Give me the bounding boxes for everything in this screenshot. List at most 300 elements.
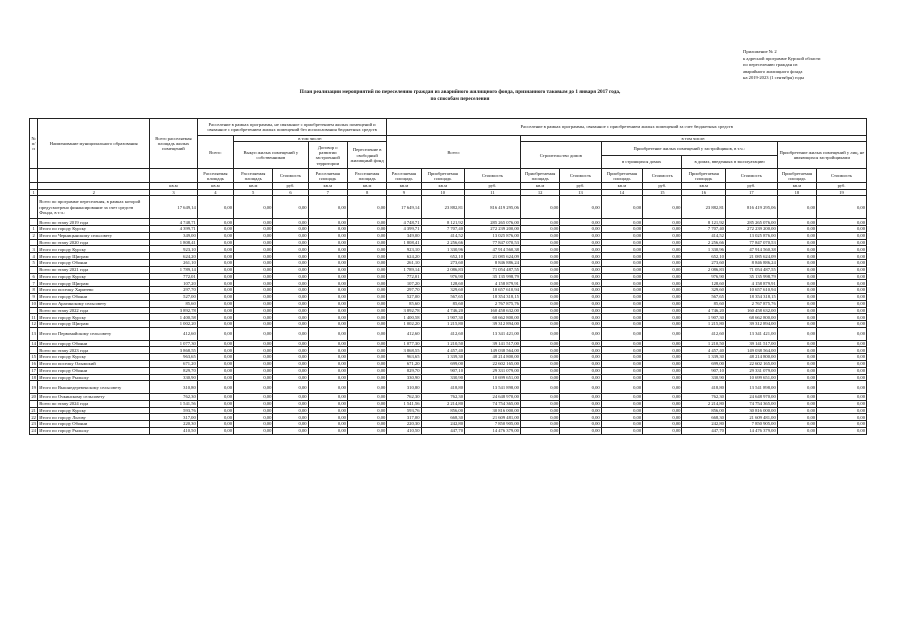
value-cell: 593,76 <box>150 407 198 414</box>
value-cell: 330,90 <box>387 374 421 381</box>
value-cell: 0,00 <box>601 347 642 354</box>
value-cell: 0,00 <box>308 354 347 361</box>
value-cell: 0,00 <box>273 321 308 328</box>
value-cell: 0,00 <box>643 219 682 226</box>
value-cell: 0,00 <box>817 400 867 407</box>
value-cell: 220,30 <box>150 421 198 428</box>
value-cell: 0,00 <box>273 340 308 347</box>
value-cell: 0,00 <box>308 239 347 246</box>
col-header-dev-agreement: Договор о развитии застроенной территории <box>308 142 347 169</box>
value-cell: 2 767 875,76 <box>465 300 521 307</box>
value-cell: 0,00 <box>197 360 233 367</box>
row-number <box>30 239 38 246</box>
value-cell: 0,00 <box>643 287 682 294</box>
value-cell: 0,00 <box>197 354 233 361</box>
value-cell: 0,00 <box>234 367 273 374</box>
value-cell: 0,00 <box>347 321 386 328</box>
value-cell: 4 748,71 <box>150 219 198 226</box>
value-cell: 22 602 165,00 <box>465 360 521 367</box>
unit-cell: руб. <box>817 183 867 189</box>
row-number: 7 <box>30 280 38 287</box>
value-cell: 0,00 <box>601 307 642 314</box>
municipality-name: Итого по Очкинскому сельсовету <box>38 393 150 400</box>
value-cell: 1 339,30 <box>421 354 465 361</box>
value-cell: 0,00 <box>520 381 559 394</box>
value-cell: 329,60 <box>421 287 465 294</box>
row-number: 4 <box>30 253 38 260</box>
value-cell: 13 025 876,00 <box>465 232 521 239</box>
value-cell: 0,00 <box>273 196 308 219</box>
value-cell: 699,00 <box>421 360 465 367</box>
table-row <box>30 321 867 328</box>
header-line: на 2019-2023 (1 сентября) годы <box>743 75 805 81</box>
value-cell: 0,00 <box>273 400 308 407</box>
value-cell: 0,00 <box>520 400 559 407</box>
value-cell: 2 086,83 <box>682 266 726 273</box>
unit-cell: руб. <box>725 183 777 189</box>
value-cell: 1 541,56 <box>150 400 198 407</box>
municipality-name: Итого по городу Курску <box>38 354 150 361</box>
table-row <box>30 307 867 314</box>
value-cell: 0,00 <box>234 347 273 354</box>
table-row <box>30 314 867 321</box>
value-cell: 242,80 <box>421 421 465 428</box>
value-cell: 10 657 610,94 <box>465 287 521 294</box>
unit-cell: кв.м <box>150 183 198 189</box>
value-cell: 0,00 <box>777 300 816 307</box>
value-cell: 816 419 295,06 <box>725 196 777 219</box>
value-cell: 0,00 <box>643 226 682 233</box>
column-number: 9 <box>387 189 421 195</box>
value-cell: 567,65 <box>421 293 465 300</box>
value-cell: 668,30 <box>421 414 465 421</box>
value-cell: 0,00 <box>643 347 682 354</box>
value-cell: 0,00 <box>273 354 308 361</box>
value-cell: 0,00 <box>308 427 347 434</box>
value-cell: 0,00 <box>308 287 347 294</box>
unit-cell: руб. <box>465 183 521 189</box>
value-cell: 447,70 <box>682 427 726 434</box>
value-cell: 0,00 <box>777 347 816 354</box>
row-number: 16 <box>31 361 36 367</box>
value-cell: 107,20 <box>387 280 421 287</box>
value-cell: 0,00 <box>197 287 233 294</box>
value-cell: 0,00 <box>601 253 642 260</box>
value-cell: 30 816 000,00 <box>725 407 777 414</box>
value-cell: 0,00 <box>601 367 642 374</box>
value-cell: 0,00 <box>777 253 816 260</box>
value-cell: 0,00 <box>520 321 559 328</box>
value-cell: 285 265 076,00 <box>465 219 521 226</box>
value-cell: 0,00 <box>777 374 816 381</box>
col-header-area-acq: Приобретаемая площадь <box>520 169 559 183</box>
value-cell: 0,00 <box>347 260 386 267</box>
value-cell: 0,00 <box>643 314 682 321</box>
value-cell: 0,00 <box>601 414 642 421</box>
table-row <box>30 327 867 340</box>
value-cell: 0,00 <box>560 300 601 307</box>
value-cell: 0,00 <box>777 427 816 434</box>
value-cell: 856,00 <box>682 407 726 414</box>
value-cell: 18 354 318,15 <box>725 293 777 300</box>
value-cell: 13 025 876,00 <box>725 232 777 239</box>
value-cell: 0,00 <box>643 246 682 253</box>
value-cell: 0,00 <box>560 293 601 300</box>
value-cell: 0,00 <box>777 219 816 226</box>
value-cell: 0,00 <box>308 226 347 233</box>
value-cell: 0,00 <box>197 260 233 267</box>
value-cell: 0,00 <box>308 260 347 267</box>
value-cell: 418,80 <box>421 381 465 394</box>
value-cell: 0,00 <box>560 421 601 428</box>
value-cell: 0,00 <box>777 354 816 361</box>
value-cell: 0,00 <box>234 287 273 294</box>
column-number: 4 <box>197 189 233 195</box>
value-cell: 0,00 <box>520 354 559 361</box>
value-cell: 1 002,20 <box>150 321 198 328</box>
value-cell: 107,20 <box>150 280 198 287</box>
col-header-cost: Стоимость <box>725 169 777 183</box>
value-cell: 0,00 <box>560 280 601 287</box>
header-line: по переселению граждан из <box>743 62 798 68</box>
value-cell: 0,00 <box>601 393 642 400</box>
column-number: 12 <box>520 189 559 195</box>
value-cell: 0,00 <box>560 360 601 367</box>
column-number: 7 <box>308 189 347 195</box>
col-header-incl-a: в том числе: <box>234 136 387 142</box>
value-cell: 3 892,78 <box>387 307 421 314</box>
value-cell: 0,00 <box>273 266 308 273</box>
value-cell: 0,00 <box>601 293 642 300</box>
value-cell: 0,00 <box>273 260 308 267</box>
value-cell: 0,00 <box>197 381 233 394</box>
resettlement-table <box>29 118 867 435</box>
value-cell: 0,00 <box>347 414 386 421</box>
value-cell: 0,00 <box>601 421 642 428</box>
col-header-cost: Стоимость <box>560 169 601 183</box>
value-cell: 0,00 <box>273 314 308 321</box>
municipality-name: Итого по городу Рыльску <box>38 427 150 434</box>
value-cell: 39 312 894,00 <box>725 321 777 328</box>
value-cell: 0,00 <box>273 381 308 394</box>
value-cell: 4 399,71 <box>387 226 421 233</box>
value-cell: 0,00 <box>643 414 682 421</box>
col-header-cost: Стоимость <box>643 169 682 183</box>
value-cell: 0,00 <box>520 280 559 287</box>
value-cell: 0,00 <box>560 260 601 267</box>
value-cell: 0,00 <box>347 246 386 253</box>
value-cell: 0,00 <box>817 327 867 340</box>
value-cell: 85,60 <box>682 300 726 307</box>
value-cell: 0,00 <box>777 287 816 294</box>
row-number: 22 <box>31 414 36 420</box>
row-number: 6 <box>30 273 38 280</box>
municipality-name: Всего по этапу 2019 года <box>38 219 150 226</box>
value-cell: 0,00 <box>197 327 233 340</box>
value-cell: 0,00 <box>197 414 233 421</box>
column-number: 14 <box>601 189 642 195</box>
value-cell: 10 699 651,00 <box>465 374 521 381</box>
municipality-name: Итого по городу Щиграм <box>38 253 150 260</box>
value-cell: 0,00 <box>234 314 273 321</box>
value-cell: 0,00 <box>643 400 682 407</box>
value-cell: 0,00 <box>347 226 386 233</box>
value-cell: 0,00 <box>601 360 642 367</box>
value-cell: 0,00 <box>520 232 559 239</box>
value-cell: 160 458 632,00 <box>465 307 521 314</box>
value-cell: 0,00 <box>643 307 682 314</box>
value-cell: 0,00 <box>197 239 233 246</box>
value-cell: 0,00 <box>601 287 642 294</box>
value-cell: 7 850 905,00 <box>725 421 777 428</box>
value-cell: 414,52 <box>682 232 726 239</box>
value-cell: 0,00 <box>308 340 347 347</box>
value-cell: 0,00 <box>817 414 867 421</box>
municipality-name: Всего по этапу 2022 года <box>38 307 150 314</box>
table-row <box>30 219 867 226</box>
value-cell: 0,00 <box>234 196 273 219</box>
value-cell: 0,00 <box>347 219 386 226</box>
table-row <box>30 239 867 246</box>
value-cell: 0,00 <box>560 266 601 273</box>
value-cell: 21 609 481,00 <box>465 414 521 421</box>
col-header-acquisition-developers: Приобретение жилых помещений у застройщиков, в т.ч.: <box>601 142 777 156</box>
value-cell: 0,00 <box>308 307 347 314</box>
value-cell: 4 158 879,91 <box>465 280 521 287</box>
value-cell: 330,90 <box>682 374 726 381</box>
value-cell: 74 754 365,00 <box>725 400 777 407</box>
value-cell: 0,00 <box>520 360 559 367</box>
value-cell: 0,00 <box>308 280 347 287</box>
value-cell: 0,00 <box>273 239 308 246</box>
column-number: 3 <box>150 189 198 195</box>
value-cell: 0,00 <box>308 273 347 280</box>
unit-cell: кв.м <box>197 183 233 189</box>
value-cell: 652,10 <box>682 253 726 260</box>
unit-cell: кв.м <box>234 183 273 189</box>
value-cell: 0,00 <box>234 239 273 246</box>
value-cell: 0,00 <box>197 421 233 428</box>
value-cell: 0,00 <box>347 314 386 321</box>
value-cell: 0,00 <box>308 374 347 381</box>
value-cell: 17 649,14 <box>150 196 198 219</box>
value-cell: 0,00 <box>197 321 233 328</box>
value-cell: 923,10 <box>387 246 421 253</box>
value-cell: 0,00 <box>777 340 816 347</box>
value-cell: 0,00 <box>817 300 867 307</box>
value-cell: 261,10 <box>387 260 421 267</box>
value-cell: 4 746,20 <box>421 307 465 314</box>
value-cell: 567,65 <box>682 293 726 300</box>
value-cell: 0,00 <box>520 300 559 307</box>
value-cell: 0,00 <box>601 314 642 321</box>
value-cell: 0,00 <box>197 307 233 314</box>
value-cell: 0,00 <box>347 374 386 381</box>
value-cell: 0,00 <box>308 414 347 421</box>
value-cell: 0,00 <box>273 374 308 381</box>
value-cell: 0,00 <box>197 196 233 219</box>
value-cell: 856,00 <box>421 407 465 414</box>
value-cell: 0,00 <box>308 407 347 414</box>
value-cell: 0,00 <box>560 393 601 400</box>
value-cell: 29 331 079,00 <box>725 367 777 374</box>
value-cell: 0,00 <box>347 327 386 340</box>
value-cell: 74 754 365,00 <box>465 400 521 407</box>
value-cell: 699,00 <box>682 360 726 367</box>
table-row <box>30 196 867 219</box>
value-cell: 272 239 200,00 <box>465 226 521 233</box>
municipality-name: Итого по Первомайскому сельсовету <box>38 327 150 340</box>
value-cell: 310,80 <box>150 381 198 394</box>
value-cell: 0,00 <box>234 340 273 347</box>
value-cell: 1 789,14 <box>150 266 198 273</box>
value-cell: 71 054 487,55 <box>465 266 521 273</box>
value-cell: 24 648 970,00 <box>725 393 777 400</box>
value-cell: 0,00 <box>560 427 601 434</box>
value-cell: 829,70 <box>387 367 421 374</box>
value-cell: 2 086,83 <box>421 266 465 273</box>
value-cell: 0,00 <box>777 381 816 394</box>
value-cell: 0,00 <box>777 280 816 287</box>
municipality-name: Итого по городу Рыльску <box>38 374 150 381</box>
value-cell: 0,00 <box>817 287 867 294</box>
value-cell: 220,30 <box>387 421 421 428</box>
value-cell: 0,00 <box>347 239 386 246</box>
municipality-name: Итого по городу Льгову <box>38 414 150 421</box>
municipality-name: Итого по городу Курску <box>38 273 150 280</box>
value-cell: 1 400,58 <box>150 314 198 321</box>
value-cell: 24 648 970,00 <box>465 393 521 400</box>
value-cell: 71 054 487,55 <box>725 266 777 273</box>
municipality-name: Итого по городу Щиграм <box>38 321 150 328</box>
value-cell: 0,00 <box>234 400 273 407</box>
value-cell: 13 541 898,00 <box>725 381 777 394</box>
value-cell: 14 476 379,00 <box>725 427 777 434</box>
title-line-2: по способам переселения <box>430 96 490 102</box>
col-header-area-res: Расселяемая площадь <box>308 169 347 183</box>
municipality-name: Итого по городу Обояни <box>38 260 150 267</box>
value-cell: 21 085 624,09 <box>465 253 521 260</box>
value-cell: 0,00 <box>601 300 642 307</box>
value-cell: 7 707,40 <box>682 226 726 233</box>
value-cell: 2 214,80 <box>682 400 726 407</box>
value-cell: 4 158 879,91 <box>725 280 777 287</box>
value-cell: 923,10 <box>150 246 198 253</box>
value-cell: 0,00 <box>347 360 386 367</box>
value-cell: 671,20 <box>150 360 198 367</box>
value-cell: 1 077,30 <box>150 340 198 347</box>
municipality-name: Итого по городу Курску <box>38 226 150 233</box>
value-cell: 4 746,20 <box>682 307 726 314</box>
value-cell: 48 214 800,00 <box>725 354 777 361</box>
col-header-area-acq: Приобретаемая площадь <box>682 169 726 183</box>
value-cell: 2 256,66 <box>682 239 726 246</box>
table-row <box>30 232 867 239</box>
value-cell: 0,00 <box>601 354 642 361</box>
value-cell: 0,00 <box>520 374 559 381</box>
municipality-name: Всего по программе переселения, в рамках которой предусмотрено финансирование за счет средств Фонда, в т.ч.: <box>38 196 150 219</box>
value-cell: 0,00 <box>817 393 867 400</box>
value-cell: 0,00 <box>197 300 233 307</box>
value-cell: 0,00 <box>308 367 347 374</box>
value-cell: 447,70 <box>421 427 465 434</box>
value-cell: 0,00 <box>308 219 347 226</box>
value-cell: 1 215,80 <box>682 321 726 328</box>
value-cell: 0,00 <box>817 367 867 374</box>
value-cell: 0,00 <box>234 374 273 381</box>
value-cell: 0,00 <box>560 400 601 407</box>
unit-cell: руб. <box>560 183 601 189</box>
row-number: 17 <box>31 368 36 374</box>
table-row <box>30 280 867 287</box>
value-cell: 1 077,30 <box>387 340 421 347</box>
value-cell: 0,00 <box>817 266 867 273</box>
value-cell: 0,00 <box>273 367 308 374</box>
table-row <box>30 287 867 294</box>
value-cell: 0,00 <box>308 266 347 273</box>
value-cell: 0,00 <box>817 321 867 328</box>
value-cell: 1 339,30 <box>682 354 726 361</box>
value-cell: 624,20 <box>387 253 421 260</box>
value-cell: 0,00 <box>777 239 816 246</box>
value-cell: 0,00 <box>347 340 386 347</box>
value-cell: 0,00 <box>520 307 559 314</box>
value-cell: 0,00 <box>234 219 273 226</box>
table-row <box>30 300 867 307</box>
value-cell: 0,00 <box>234 427 273 434</box>
column-number: 1 <box>30 189 38 195</box>
value-cell: 0,00 <box>817 232 867 239</box>
value-cell: 0,00 <box>347 300 386 307</box>
value-cell: 0,00 <box>520 226 559 233</box>
value-cell: 0,00 <box>560 327 601 340</box>
col-header-vsego-a: Всего: <box>197 136 233 169</box>
value-cell: 0,00 <box>817 226 867 233</box>
value-cell: 0,00 <box>601 246 642 253</box>
value-cell: 0,00 <box>643 260 682 267</box>
row-number: 9 <box>30 293 38 300</box>
value-cell: 297,70 <box>150 287 198 294</box>
value-cell: 0,00 <box>197 400 233 407</box>
municipality-name: Итого по городу Обояни <box>38 293 150 300</box>
table-row <box>30 293 867 300</box>
value-cell: 0,00 <box>197 266 233 273</box>
value-cell: 668,30 <box>682 414 726 421</box>
unit-cell: руб. <box>273 183 308 189</box>
value-cell: 976,90 <box>421 273 465 280</box>
appendix-header <box>743 49 903 82</box>
value-cell: 0,00 <box>777 421 816 428</box>
value-cell: 0,00 <box>817 219 867 226</box>
value-cell: 0,00 <box>817 354 867 361</box>
value-cell: 4 457,40 <box>421 347 465 354</box>
value-cell: 1 210,50 <box>682 340 726 347</box>
col-header-total-area: Всего расселяемая площадь жилых помещений <box>150 119 198 169</box>
value-cell: 412,60 <box>421 327 465 340</box>
value-cell: 0,00 <box>347 400 386 407</box>
value-cell: 0,00 <box>347 287 386 294</box>
value-cell: 0,00 <box>643 354 682 361</box>
value-cell: 3 868,55 <box>387 347 421 354</box>
value-cell: 0,00 <box>197 427 233 434</box>
value-cell: 0,00 <box>777 327 816 340</box>
column-number: 11 <box>465 189 521 195</box>
value-cell: 21 609 481,00 <box>725 414 777 421</box>
value-cell: 593,76 <box>387 407 421 414</box>
value-cell: 0,00 <box>308 232 347 239</box>
unit-cell: кв.м <box>520 183 559 189</box>
value-cell: 0,00 <box>234 407 273 414</box>
